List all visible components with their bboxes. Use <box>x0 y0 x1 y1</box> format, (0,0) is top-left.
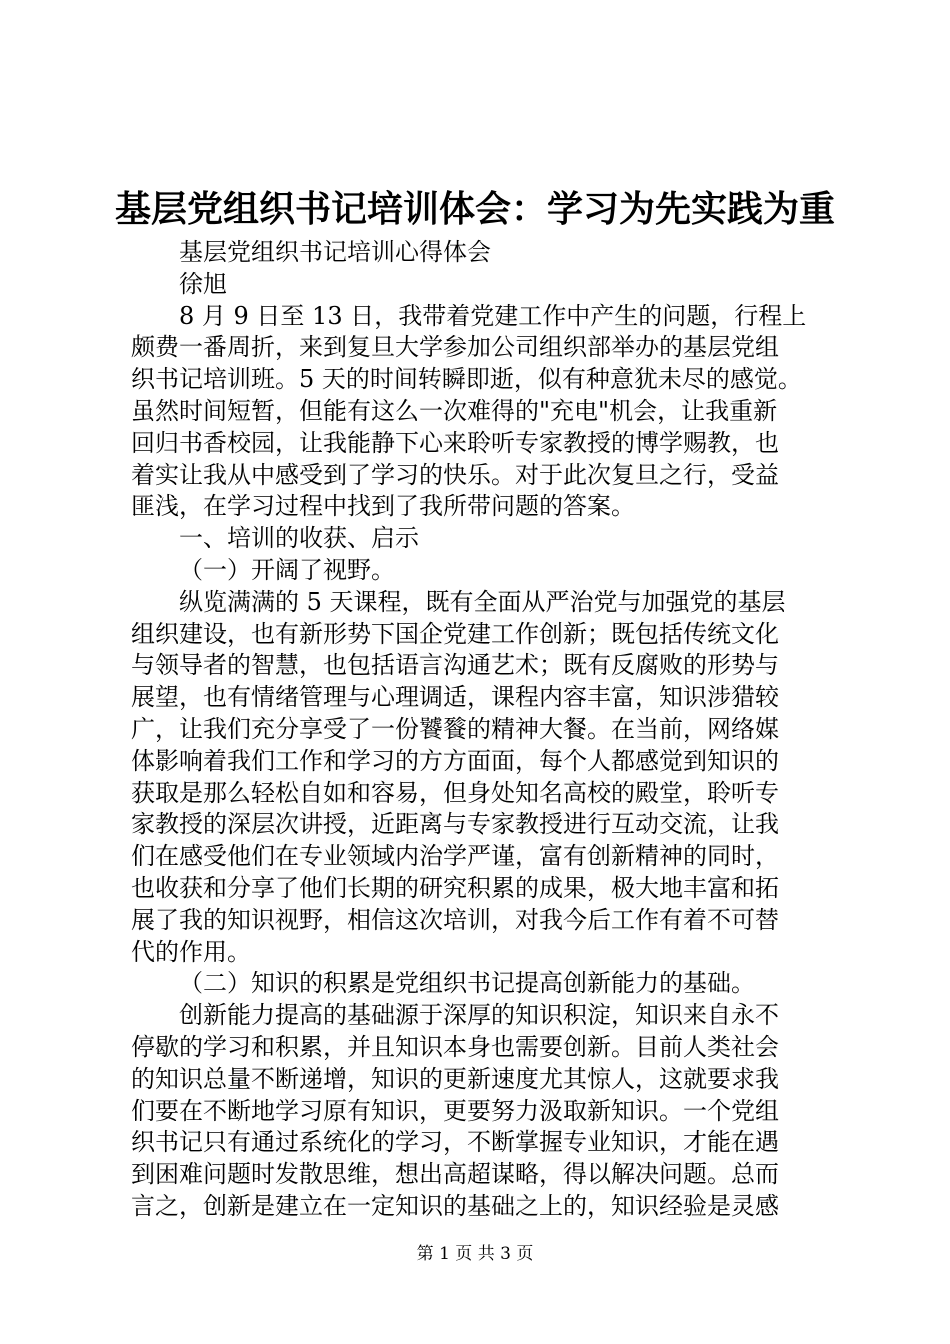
text-line: 织书记只有通过系统化的学习，不断掌握专业知识，才能在遇 <box>131 1128 779 1157</box>
text-line: 也收获和分享了他们长期的研究积累的成果，极大地丰富和拓 <box>131 873 779 902</box>
text-line: 获取是那么轻松自如和容易，但身处知名高校的殿堂，聆听专 <box>131 778 779 807</box>
text-line: 展望，也有情绪管理与心理调适，课程内容丰富，知识涉猎较 <box>131 683 779 712</box>
text-line: 基层党组织书记培训心得体会 <box>179 238 491 266</box>
text-line: 与领导者的智慧，也包括语言沟通艺术；既有反腐败的形势与 <box>131 651 779 680</box>
text-line: 们在感受他们在专业领域内治学严谨，富有创新精神的同时， <box>131 842 779 871</box>
text-line: 体影响着我们工作和学习的方方面面，每个人都感觉到知识的 <box>131 746 779 775</box>
text-line: 虽然时间短暂，但能有这么一次难得的"充电"机会，让我重新 <box>131 396 778 425</box>
text-line: 徐旭 <box>179 269 227 298</box>
text-line: 展了我的知识视野，相信这次培训，对我今后工作有着不可替 <box>131 905 779 934</box>
text-line: 着实让我从中感受到了学习的快乐。对于此次复旦之行，受益 <box>131 460 779 489</box>
text-line: （一）开阔了视野。 <box>179 555 395 584</box>
text-line: 织书记培训班。5 天的时间转瞬即逝，似有种意犹未尽的感觉。 <box>131 365 802 394</box>
text-line: 停歇的学习和积累，并且知识本身也需要创新。目前人类社会 <box>131 1032 779 1061</box>
text-line: 家教授的深层次讲授，近距离与专家教授进行互动交流，让我 <box>131 810 779 839</box>
text-line: 纵览满满的 5 天课程，既有全面从严治党与加强党的基层 <box>179 587 786 616</box>
document-body <box>131 237 831 1223</box>
text-line: 一、培训的收获、启示 <box>179 524 419 553</box>
text-line: 广，让我们充分享受了一份饕餮的精神大餐。在当前，网络媒 <box>131 714 779 743</box>
text-line: 代的作用。 <box>131 937 251 966</box>
text-line: 组织建设，也有新形势下国企党建工作创新；既包括传统文化 <box>131 619 779 648</box>
text-line: 颇费一番周折，来到复旦大学参加公司组织部举办的基层党组 <box>131 333 779 362</box>
text-line: 回归书香校园，让我能静下心来聆听专家教授的博学赐教，也 <box>131 428 779 457</box>
text-line: 言之，创新是建立在一定知识的基础之上的，知识经验是灵感 <box>131 1191 779 1220</box>
page-number-footer: 第 1 页 共 3 页 <box>416 1244 534 1264</box>
text-line: 的知识总量不断递增，知识的更新速度尤其惊人，这就要求我 <box>131 1064 779 1093</box>
text-line: 创新能力提高的基础源于深厚的知识积淀，知识来自永不 <box>179 1001 779 1030</box>
text-line: 们要在不断地学习原有知识，更要努力汲取新知识。一个党组 <box>131 1096 779 1125</box>
document-title: 基层党组织书记培训体会：学习为先实践为重 <box>114 188 835 230</box>
text-line: 匪浅，在学习过程中找到了我所带问题的答案。 <box>131 492 635 521</box>
text-line: 8 月 9 日至 13 日，我带着党建工作中产生的问题，行程上 <box>179 301 807 330</box>
text-line: 到困难问题时发散思维，想出高超谋略，得以解决问题。总而 <box>131 1160 779 1189</box>
text-line: （二）知识的积累是党组织书记提高创新能力的基础。 <box>179 969 755 998</box>
